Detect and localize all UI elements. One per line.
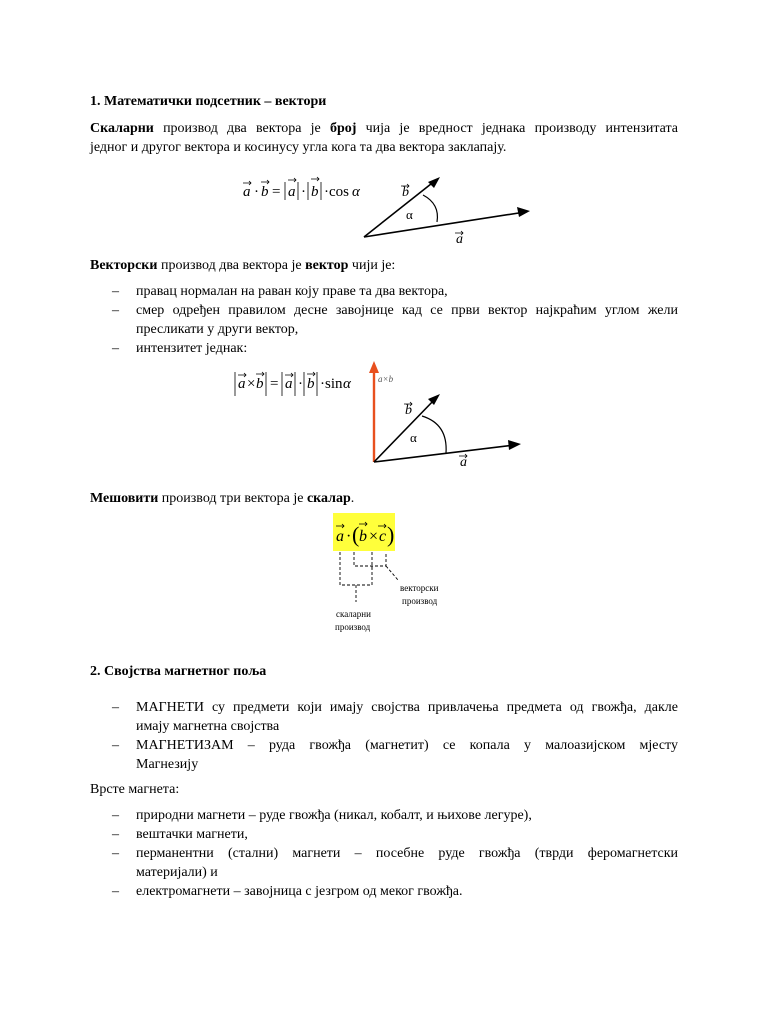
bullet-text: МАГНЕТИ су предмети који имају својства привлачења предмета од гвожђа, дакле	[136, 700, 678, 715]
svg-text:α: α	[352, 184, 360, 200]
cross-angle-label: α	[410, 430, 417, 445]
bullet-dash: –	[112, 738, 119, 753]
bullet-dash: –	[112, 284, 119, 299]
svg-text:·cos: ·cos	[324, 184, 349, 200]
bullet-text: правац нормалан на раван коју праве та два вектора,	[136, 284, 448, 299]
svg-text:×: ×	[247, 376, 256, 392]
section1-heading: 1. Математички подсетник – вектори	[90, 94, 327, 109]
bullet-text-line2: Магнезију	[136, 757, 199, 772]
svg-text:a: a	[243, 184, 251, 200]
bullet-dash: –	[112, 700, 119, 715]
bullet-dash: –	[112, 303, 119, 318]
svg-text:b: b	[311, 184, 319, 200]
bullet-dash: –	[112, 341, 119, 356]
scalar-paragraph	[90, 119, 678, 157]
svg-text:b: b	[307, 376, 315, 392]
scalar-text2: чија је вредност једнака производу интензитата	[356, 121, 678, 136]
svg-text:b: b	[359, 528, 367, 545]
svg-text:α: α	[343, 376, 351, 392]
vector-paragraph	[90, 256, 395, 275]
vector-bold2: вектор	[305, 258, 349, 273]
bullet-dash: –	[112, 808, 119, 823]
scalar-product-label-1: скаларни	[336, 609, 371, 619]
mixed-text1: производ три вектора је	[158, 491, 307, 506]
bullet-text: перманентни (стални) магнети – посебне руде гвожђа (тврди феромагнетски	[136, 846, 678, 861]
cross-product-figure	[230, 358, 530, 473]
svg-text:·: ·	[346, 528, 352, 545]
scalar-bold2: број	[329, 121, 357, 136]
svg-text:a: a	[238, 376, 246, 392]
mixed-bold2: скалар	[306, 491, 351, 506]
bullet-dash: –	[112, 827, 119, 842]
mixed-term: Мешовити	[90, 491, 159, 506]
bullet-text-line2: материјали) и	[136, 865, 218, 880]
vector-a-label: a	[456, 232, 463, 247]
bullet-text-line2: пресликати у други вектор,	[136, 322, 299, 337]
svg-text:=: =	[270, 376, 279, 392]
cross-label: a×b	[378, 374, 394, 384]
bullet-dash: –	[112, 884, 119, 899]
vector-b-label: b	[402, 185, 409, 200]
vector-product-label-2: производ	[402, 596, 438, 606]
svg-text:a: a	[285, 376, 293, 392]
svg-text:a: a	[336, 528, 344, 545]
mixed-product-figure	[330, 510, 440, 640]
vector-term: Векторски	[90, 258, 158, 273]
svg-text:(: (	[352, 522, 360, 547]
svg-text:×: ×	[369, 528, 379, 545]
angle-label: α	[406, 207, 413, 222]
scalar-line2: једног и другог вектора и косинусу угла кога та два вектора заклапају.	[90, 140, 507, 155]
svg-text:·: ·	[254, 184, 259, 200]
svg-text:·: ·	[298, 376, 303, 392]
scalar-text1: производ два вектора је	[153, 121, 330, 136]
bullet-text: вештачки магнети,	[136, 827, 248, 842]
cross-vector-a-label: a	[460, 455, 467, 470]
bullet-text: интензитет једнак:	[136, 341, 248, 356]
scalar-term: Скаларни	[90, 121, 154, 136]
vector-text2: чији је:	[348, 258, 396, 273]
svg-text:b: b	[256, 376, 264, 392]
bullet-text: електромагнети – завојница с језгром од меког гвожђа.	[136, 884, 463, 899]
svg-text:c: c	[379, 528, 387, 545]
svg-text:=: =	[272, 184, 281, 200]
svg-text:·: ·	[301, 184, 306, 200]
svg-text:): )	[387, 522, 395, 547]
bullet-text: природни магнети – руде гвожђа (никал, кобалт, и њихове легуре),	[136, 808, 532, 823]
cross-vector-b-label: b	[405, 403, 412, 418]
mixed-paragraph	[90, 489, 354, 508]
svg-text:a: a	[288, 184, 296, 200]
section2-heading: 2. Својства магнетног поља	[90, 664, 267, 679]
mixed-text2: .	[350, 491, 355, 506]
bullet-text-line2: имају магнетна својства	[136, 719, 280, 734]
vector-product-label-1: векторски	[400, 583, 439, 593]
bullet-dash: –	[112, 846, 119, 861]
svg-text:b: b	[261, 184, 269, 200]
scalar-product-label-2: производ	[335, 622, 371, 632]
types-label: Врсте магнета:	[90, 782, 180, 797]
vector-text1: производ два вектора је	[157, 258, 306, 273]
svg-text:·sin: ·sin	[320, 376, 343, 392]
bullet-text: МАГНЕТИЗАМ – руда гвожђа (магнетит) се копала у малоазијском мјесту	[136, 738, 678, 753]
bullet-text: смер одређен правилом десне завојнице кад се први вектор најкраћим углом жели	[136, 303, 678, 318]
dot-product-figure	[240, 172, 540, 247]
